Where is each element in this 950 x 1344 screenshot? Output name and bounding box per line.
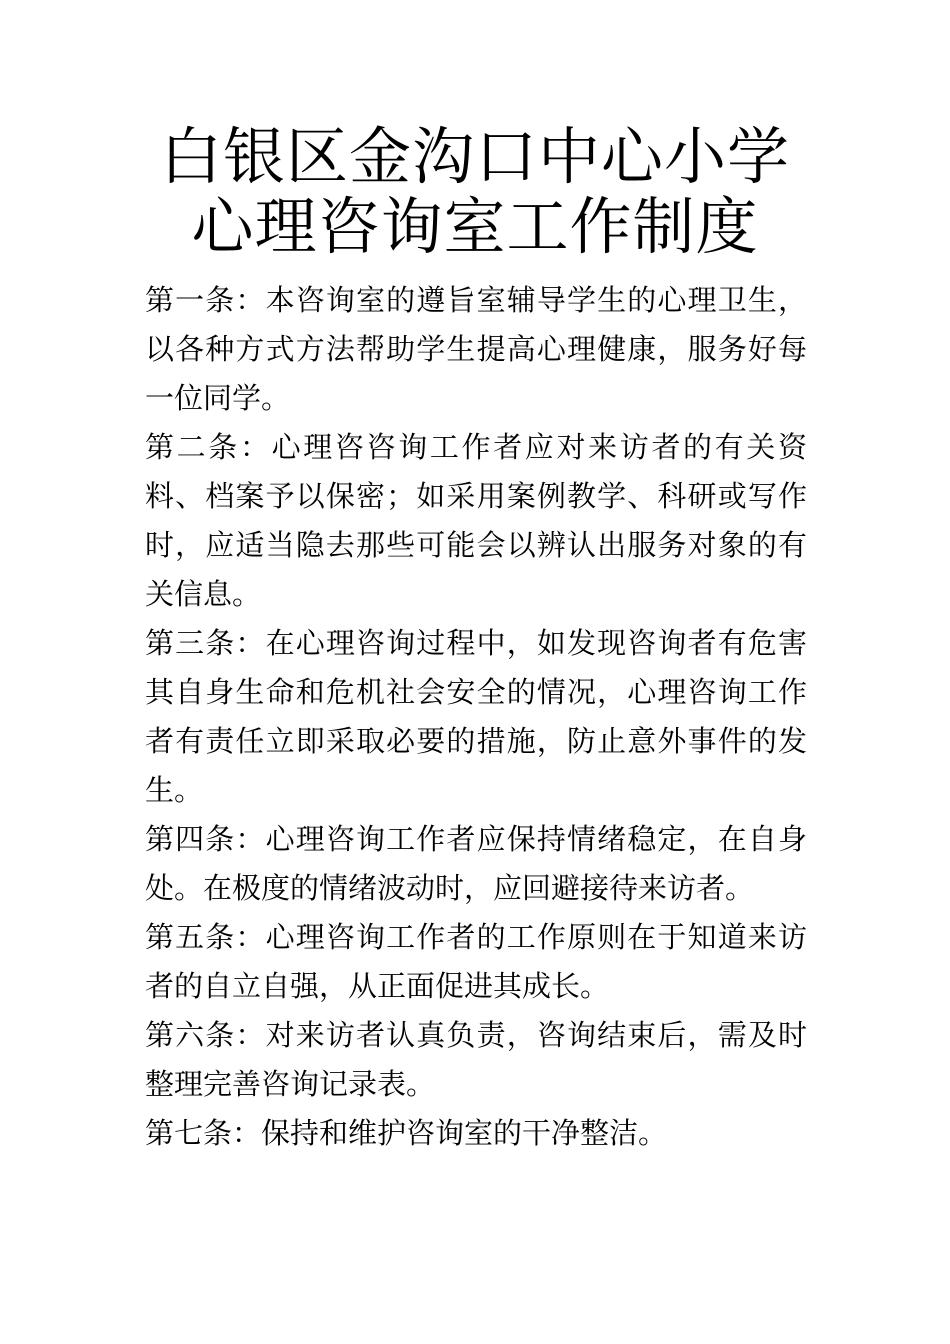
- article-1: 第一条：本咨询室的遵旨室辅导学生的心理卫生，以各种方式方法帮助学生提高心理健康，服务好每一位同学。: [145, 283, 807, 415]
- document-title: [0, 122, 950, 262]
- article-5: 第五条：心理咨询工作者的工作原则在于知道来访者的自立自强，从正面促进其成长。: [145, 920, 807, 1003]
- regulation-title-heading: 心理咨询室工作制度: [191, 190, 759, 263]
- articles-list: [145, 276, 807, 1158]
- article-7: 第七条：保持和维护咨询室的干净整洁。: [145, 1116, 668, 1150]
- article-2: 第二条：心理咨咨询工作者应对来访者的有关资料、档案予以保密；如采用案例教学、科研或写作时，应适当隐去那些可能会以辨认出服务对象的有关信息。: [145, 430, 807, 611]
- article-3: 第三条：在心理咨询过程中，如发现咨询者有危害其自身生命和危机社会安全的情况，心理咨询工作者有责任立即采取必要的措施，防止意外事件的发生。: [145, 626, 807, 807]
- school-name-heading: 白银区金沟口中心小学: [159, 120, 790, 193]
- article-6: 第六条：对来访者认真负责，咨询结束后，需及时整理完善咨询记录表。: [145, 1018, 807, 1101]
- article-4: 第四条：心理咨询工作者应保持情绪稳定，在自身处。在极度的情绪波动时，应回避接待来访者。: [145, 822, 807, 905]
